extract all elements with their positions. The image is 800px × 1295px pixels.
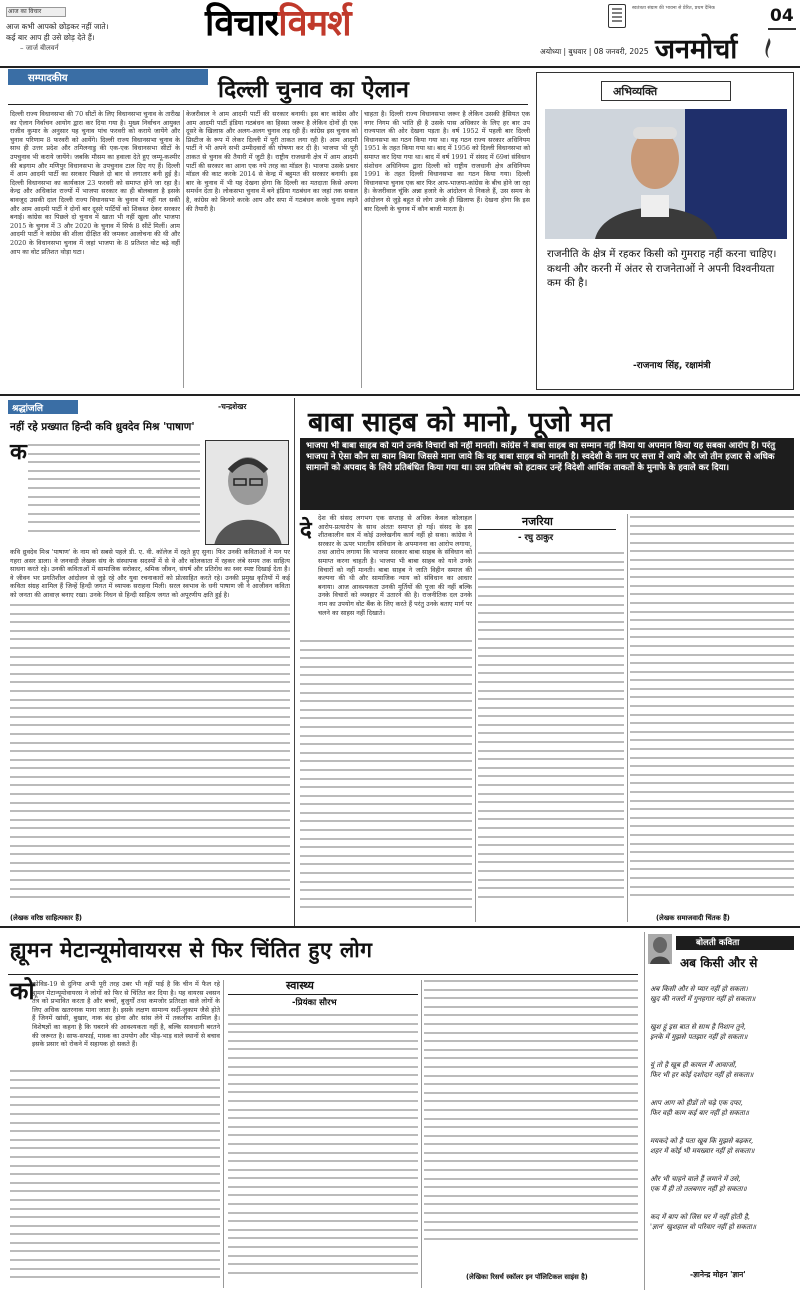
poem-title: अब किसी और से	[680, 956, 758, 970]
brand-logo: जनमोर्चा	[655, 34, 738, 65]
poem-line: खुश हूं इस बात से साथ है निशान तुने,	[650, 1023, 746, 1031]
feature-dropcap: दे	[300, 517, 312, 543]
poet-thumbnail	[648, 934, 672, 964]
tribute-footer: (लेखक वरिष्ठ साहित्यकार हैं)	[10, 914, 83, 922]
health-column-title: स्वास्थ्य	[286, 979, 314, 992]
feature-col-1-continued	[300, 640, 472, 918]
thought-author: – जार्ज बीलवर्न	[20, 44, 59, 52]
brand-tagline: स्वतंत्रता संग्राम की भावना से प्रेरित, प्रथम दैनिक	[632, 6, 715, 11]
poem-line: अब किसी और से प्यार नहीं हो सकता।	[650, 985, 748, 993]
page-number: 04	[770, 6, 794, 26]
tribute-body-continued	[10, 604, 290, 908]
health-author: -प्रियंका सौरभ	[292, 998, 337, 1008]
poem-line: शहर में कोई भी मयख्वार नहीं हो सकता॥	[650, 1147, 755, 1155]
tribute-label: श्रद्धांजलि	[12, 404, 44, 414]
poem-stanzas	[650, 984, 794, 1260]
tribute-dropcap: क	[10, 439, 27, 465]
poem-line: आप आग को हीडों तो चढ़े एक दफा,	[650, 1099, 743, 1107]
poem-stanza	[650, 984, 755, 1004]
health-col-3	[424, 980, 638, 1250]
tribute-headline: नहीं रहे प्रख्यात हिन्दी कवि ध्रुवदेव मिश्र 'पाषाण'	[10, 421, 195, 433]
tribute-body: कवि ध्रुवदेव मिश्र 'पाषाण' के नाम को सबसे पहले डी. ए. वी. कॉलेज में रहते हुए सुना। फिर उनकी कविताओं ने मन पर गहरा असर डाला। वे जनवादी लेखक संघ के संस्थापक सदस्यों में से थे और कोलकाता में रहकर लंबे समय तक साहित्य साधना करते रहे। उनकी कविताओं में सामाजिक सरोकार, श्रमिक जीवन, संघर्ष और प्रतिरोध का स्वर स्पष्ट दिखाई देता है। वे जीवन भर प्रगतिशील आंदोलन से जुड़े रहे और युवा रचनाकारों को प्रोत्साहित करते रहे। उनकी प्रमुख कृतियों में कई कविता संग्रह शामिल हैं जिन्हें हिन्दी जगत में व्यापक सराहना मिली। सरल स्वभाव के धनी पाषाण जी ने आजीवन कविता को जनता की आवाज़ बनाए रखा। उनके निधन से हिन्दी साहित्य जगत को अपूरणीय क्षति हुई है।	[10, 548, 290, 599]
poem-kicker: बोलती कविता	[696, 938, 740, 948]
poem-line: एक मैं ही तो तलबगार नहीं हो सकता॥	[650, 1185, 747, 1193]
health-dropcap: को	[10, 976, 35, 1005]
editorial-headline: दिल्ली चुनाव का ऐलान	[218, 77, 409, 103]
health-headline: ह्यूमन मेटान्यूमोवायरस से फिर चिंतित हुए लोग	[10, 938, 373, 962]
thought-line-1: आज कभी आपको छोड़कर नहीं जाते।	[6, 22, 109, 31]
tribute-byline: -चन्द्रशेखर	[218, 402, 247, 411]
poem-line: फिर वही काम कई बार नहीं हो सकता॥	[650, 1109, 749, 1117]
poem-stanza	[650, 1022, 747, 1042]
newspaper-emblem-icon	[608, 4, 626, 28]
feature-headline: बाबा साहब को मानो, पूजो मत	[308, 407, 612, 438]
poem-stanza	[650, 1136, 754, 1156]
dateline: अयोध्या | बुधवार | 08 जनवरी, 2025	[540, 47, 649, 56]
poem-line: इनके में मुझसे पतझार नहीं हो सकता॥	[650, 1033, 748, 1041]
editorial-label: सम्पादकीय	[28, 73, 68, 84]
poem-line: कद में बाप को जिस घर में नहीं होती है,	[650, 1213, 750, 1221]
poem-line: खुद की नजरों में गुनहगार नहीं हो सकता॥	[650, 995, 756, 1003]
poem-stanza	[650, 1174, 747, 1194]
feature-author: - रघु ठाकुर	[518, 533, 554, 543]
feature-col-3	[630, 516, 794, 912]
editorial-column-3: चाहता है। दिल्ली राज्य विधानसभा जरूर है लेकिन उसकी हैसियत एक नगर निगम की भांति ही है उसके पास अधिकार के लिए हर बार उप राज्यपाल की ओर देखना पड़ता है। वर्ष 1952 में पहली बार दिल्ली विधानसभा का गठन किया गया था। यह गठन राज्य सरकार अधिनियम 1951 के तहत किया गया था। बाद में 1956 को दिल्ली विधानसभा को समाप्त कर दिया गया था। बाद में वर्ष 1991 में संसद में 69वां संविधान संशोधन अधिनियम द्वारा दिल्ली को राष्ट्रीय राजधानी क्षेत्र अधिनियम 1991 के तहत दिल्ली विधानसभा का गठन किया गया। दिल्ली विधानसभा चुनाव एक बार फिर आप-भाजपा-कांग्रेस के बीच होने जा रहा है। केजरीवाल चूंकि अन्ना हजारे के आंदोलन से निकले हैं, उस समय के आंदोलन से जुड़े बहुत से लोग उनके ही खिलाफ हैं। देखना होगा कि इस बार दिल्ली के चुनाव में कौन बाजी मारता है।	[364, 110, 530, 213]
poem-stanza	[650, 1098, 749, 1118]
poem-stanza	[650, 1212, 756, 1232]
quote-author: -राजनाथ सिंह, रक्षामंत्री	[633, 361, 711, 371]
health-footer: (लेखिका रिसर्च स्कॉलर इन पॉलिटिकल साइंस है)	[466, 1273, 588, 1281]
quote-text: राजनीति के क्षेत्र में रहकर किसी को गुमराह नहीं करना चाहिए। कथनी और करनी में अंतर से राजनेताओं ने अपनी विश्वनीयता कम की है।	[547, 248, 777, 289]
feature-footer: (लेखक समाजवादी चिंतक हैं)	[656, 914, 730, 922]
health-col-1-continued	[10, 1070, 220, 1288]
poem-author: -ज्ञानेन्द्र मोहन 'ज्ञान'	[690, 1270, 746, 1279]
health-body: कोविड-19 से दुनिया अभी पूरी तरह उबर भी नहीं पाई है कि चीन में फैल रहे ह्यूमन मेटान्यूमोवायरस ने लोगों को फिर से चिंतित कर दिया है। यह वायरस श्वसन तंत्र को प्रभावित करता है और बच्चों, बुजुर्गों तथा कमजोर प्रतिरक्षा वाले लोगों के लिए अधिक खतरनाक माना जाता है। इसके लक्षण सामान्य सर्दी-जुकाम जैसे होते हैं जिनमें खांसी, बुखार, नाक बंद होना और सांस लेने में तकलीफ शामिल है। विशेषज्ञों का कहना है कि घबराने की आवश्यकता नहीं है, बल्कि सावधानी बरतने की जरूरत है। साफ-सफाई, मास्क का उपयोग और भीड़-भाड़ वाले स्थानों से बचाव इसके प्रसार को रोकने में सहायक हो सकते हैं।	[32, 980, 220, 1049]
flame-emblem-icon	[762, 36, 776, 60]
leader-portrait	[545, 109, 787, 239]
masthead	[0, 0, 800, 72]
feature-lede: भाजपा भी बाबा साहब को याने उनके विचारों को नहीं मानती। कांग्रेस ने बाबा साहब का सम्मान नहीं किया या अपमान किया यह सबका आरोप है। परंतु भाजपा ने ऐसा कौन सा काम किया जिससे माना जाये कि वह बाबा साहब को मानती है। स्वदेशी के नाम पर सत्ता में आये और जो तीन हजार से अधिक सामानों को अपवाद के लिये प्रतिबंधित किया गया था। उस प्रतिबंध को हटाकर उन्हें विदेशी आर्थिक ताकतों के मुनाफे के हवाले कर दिया।	[306, 441, 776, 473]
quote-box	[536, 72, 794, 390]
thought-label-text: आज का विचार	[8, 8, 42, 15]
section-title	[205, 4, 351, 44]
feature-column-title: नजरिया	[522, 515, 553, 528]
tribute-intro-text	[28, 442, 200, 542]
health-col-2	[228, 1014, 418, 1288]
poem-line: यूं तो है खूब ही कायल मैं आवाजों,	[650, 1061, 737, 1069]
editorial-column-2: केजरीवाल ने आम आदमी पार्टी की सरकार बनायी। इस बार कांग्रेस और आम आदमी पार्टी इंडिया गठबंधन का हिस्सा जरूर है लेकिन दोनों ही एक दूसरे के खिलाफ़ और अलग-अलग चुनाव लड़ रही हैं। कांग्रेस इस चुनाव को प्रिस्टीज के रूप में लेकर दिल्ली में पूरी ताकत लगा रही है। आम आदमी पार्टी ने भी अपने सभी उम्मीदवारों की घोषणा कर दी है। भाजपा भी पूरी ताकत से चुनाव की तैयारी में जुटी है। राष्ट्रीय राजधानी क्षेत्र में आम आदमी पार्टी की सरकार का आना एक नये तरह का मॉडल है। भाजपा उसके प्रचार मॉडल की काट करके 2014 से केन्द्र में बहुमत की सरकार बनायी। इस बार के चुनाव में भी यह देखना होगा कि दिल्ली का मतदाता किसे अपना समर्थन देता है। लोकसभा चुनाव में बने इंडिया गठबंधन का जहां तक सवाल है, कांग्रेस को किनारे करके आप और सपा में गठबंधन करके चुनाव लड़ने की तैयारी है।	[186, 110, 358, 213]
quote-title: अभिव्यक्ति	[613, 85, 658, 98]
feature-col-2	[478, 552, 624, 914]
feature-body: देश की संसद लगभग एक सप्ताह से अधिक केवल कोलाहल आरोप-प्रत्यारोप के साथ अंततः समाप्त हो गई। संसद के इस शीतकालीन सत्र में कोई उल्लेखनीय कार्य नहीं हो सका। कांग्रेस ने सरकार के ऊपर भारतीय संविधान के अपमानना का आरोप लगाया, तथा आरोप लगाया कि भाजपा सरकार बाबा साहब के संविधान को समाप्त करना चाहती है। भाजपा भी बाबा साहब को याने उनके विचारों को नहीं मानती। बाबा साहब ने जाति विहीन समाज की कल्पना की थी और सामाजिक न्याय को संविधान का आधार बनाया। आज आवश्यकता उनकी मूर्तियों की पूजा की नहीं बल्कि उनके विचारों को व्यवहार में उतारने की है। राजनीतिक दल उनके नाम का उपयोग वोट बैंक के लिए करते हैं परंतु उनके बताए मार्ग पर चलने का साहस नहीं दिखाते।	[318, 514, 472, 617]
thought-line-2: कई बार आप ही उसे छोड़ देते हैं।	[6, 33, 95, 42]
poet-portrait-icon	[205, 440, 289, 545]
section-title-b: विमर्श	[278, 3, 351, 44]
section-title-a: विचार	[205, 3, 279, 44]
poem-line: मयकदे को है पता खूब कि मुझसे बढ़कर,	[650, 1137, 754, 1145]
poem-stanza	[650, 1060, 753, 1080]
poem-line: और भी चाहने वाले हैं जमाने में उसे,	[650, 1175, 741, 1183]
editorial-column-1: दिल्ली राज्य विधानसभा की 70 सीटों के लिए विधानसभा चुनाव के तारीख का ऐलान निर्वाचन आयोग द्वारा कर दिया गया है। मुख्य निर्वाचन आयुक्त राजीव कुमार के अनुसार यह चुनाव पांच फरवरी को कराये जायेंगे और चुनाव परिणाम 8 फरवरी को आयेंगे। दिल्ली राज्य विधानसभा चुनाव के साथ ही उत्तर प्रदेश और तमिलनाडु की एक-एक विधानसभा सीटों के उपचुनाव भी कराये जायेंगे। जबकि मौसम का हवाला देते हुए जम्मू-कश्मीर की बड़गाम और मणिपुर विधानसभा के उपचुनाव टाल दिए गए हैं। दिल्ली में आम आदमी पार्टी का सरकार पिछले दो बार से लगातार बनी हुई है। दिल्ली विधानसभा का कार्यकाल 23 फरवरी को समाप्त होने जा रहा है। केन्द्र और अधिकांश राज्यों में भाजपा सरकार का ही बोलबाला है इसके बावजूद उसकी दाल दिल्ली राज्य विधानसभा के चुनाव में नहीं गल सकी और आम आदमी पार्टी ने दोनों बार दूसरे पार्टियों को शिकस्त देकर सरकार बनाई। कांग्रेस का पिछले दो चुनाव में खाता भी नहीं खुला और भाजपा 2015 के चुनाव में 3 और 2020 के चुनाव में सिर्फ 8 सीटें मिलीं। आम आदमी पार्टी ने कांग्रेस की शीला दीक्षित की जमकर आलोचना की थी और 2020 के विधानसभा चुनाव में जहां भाजपा के 8 प्रतिशत वोट बढ़े वहीं आप का वोट प्रतिशत थोड़ा घटा।	[10, 110, 180, 256]
poem-line: 'ज्ञान' खुशहाल वो परिवार नहीं हो सकता॥	[650, 1223, 757, 1231]
poem-line: फिर भी हर कोई दशोदार नहीं हो सकता॥	[650, 1071, 754, 1079]
